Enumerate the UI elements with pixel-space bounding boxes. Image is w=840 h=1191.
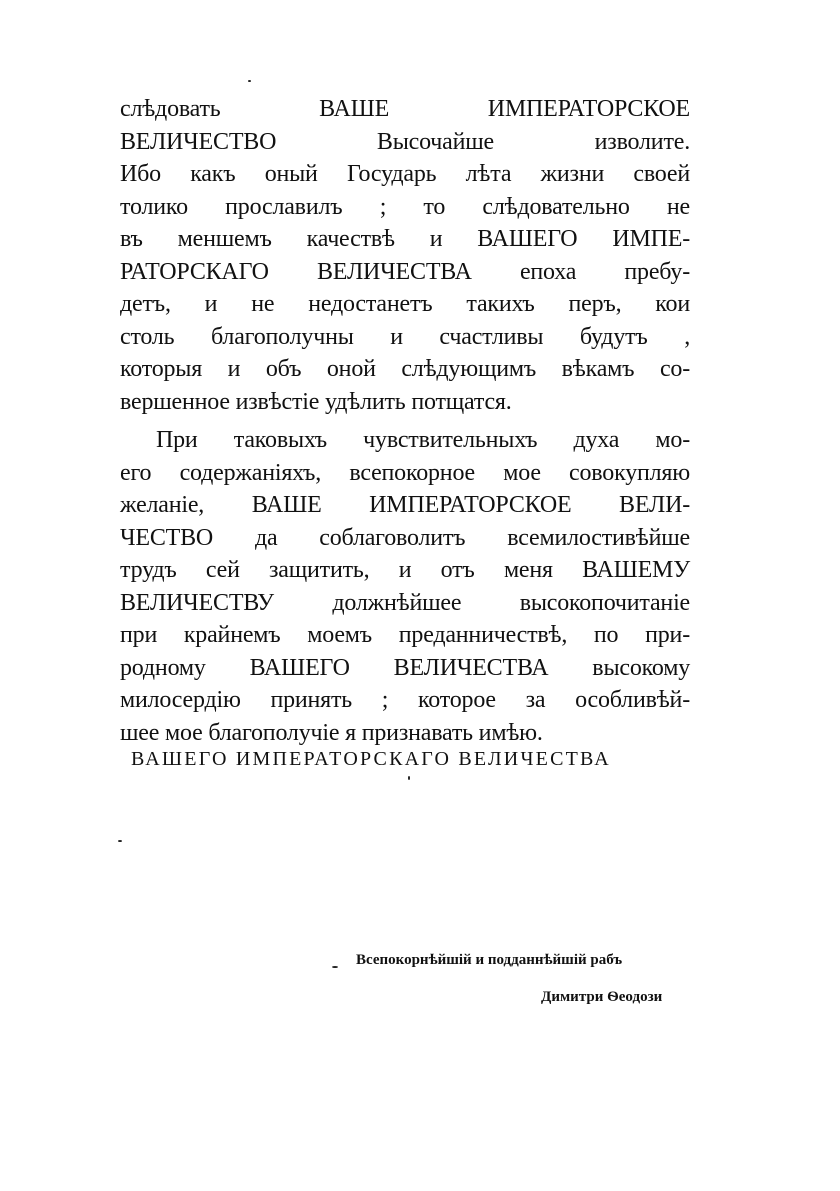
- text-line: желаніе, ВАШЕ ИМПЕРАТОРСКОЕ ВЕЛИ-: [120, 492, 690, 518]
- signature-name: Димитри Ѳеодози: [541, 989, 663, 1005]
- text-line: вершенное извѣстіе удѣлить потщатся.: [120, 388, 512, 415]
- text-line: шее мое благополучіе я признавать имѣю.: [120, 719, 543, 746]
- paragraph-2: [120, 424, 690, 749]
- body-text: [120, 93, 690, 749]
- text-line: трудъ сей защитить, и отъ меня ВАШЕМУ: [120, 557, 690, 583]
- text-line: милосердію принять ; которое за особливѣй-: [120, 687, 690, 713]
- text-line: Ибо какъ оный Государь лѣта жизни своей: [120, 161, 690, 187]
- text-line: РАТОРСКАГО ВЕЛИЧЕСТВА епоха пребу-: [120, 258, 690, 285]
- text-line: слѣдовать ВАШЕ ИМПЕРАТОРСКОЕ: [120, 96, 690, 122]
- paragraph-1: [120, 93, 690, 418]
- ink-speck: [248, 80, 251, 82]
- closing-address: ВАШЕГО ИМПЕРАТОРСКАГО ВЕЛИЧЕСТВА: [131, 748, 611, 770]
- text-line: детъ, и не недостанетъ такихъ перъ, кои: [120, 291, 690, 317]
- text-line: родному ВАШЕГО ВЕЛИЧЕСТВА высокому: [120, 654, 690, 681]
- signature-line-1: Всепокорнѣйшій и подданнѣйшій рабъ: [356, 952, 623, 968]
- text-line: толико прославилъ ; то слѣдовательно не: [120, 193, 690, 220]
- text-line: которыя и объ оной слѣдующимъ вѣкамъ со-: [120, 356, 690, 382]
- ink-speck: [332, 966, 338, 968]
- text-line: при крайнемъ моемъ преданничествѣ, по при-: [120, 622, 690, 648]
- text-line: ВЕЛИЧЕСТВО Высочайше изволите.: [120, 128, 690, 155]
- text-line: ЧЕСТВО да соблаговолитъ всемилостивѣйше: [120, 524, 690, 551]
- ink-speck: [408, 776, 410, 780]
- ink-speck: [118, 840, 122, 842]
- text-line: столь благополучны и счастливы будутъ ,: [120, 323, 690, 350]
- text-line: въ меншемъ качествѣ и ВАШЕГО ИМПЕ-: [120, 226, 690, 252]
- text-line: его содержаніяхъ, всепокорное мое совокупляю: [120, 459, 690, 486]
- text-line: ВЕЛИЧЕСТВУ должнѣйшее высокопочитаніе: [120, 589, 690, 616]
- text-line: При таковыхъ чувствительныхъ духа мо-: [156, 427, 690, 453]
